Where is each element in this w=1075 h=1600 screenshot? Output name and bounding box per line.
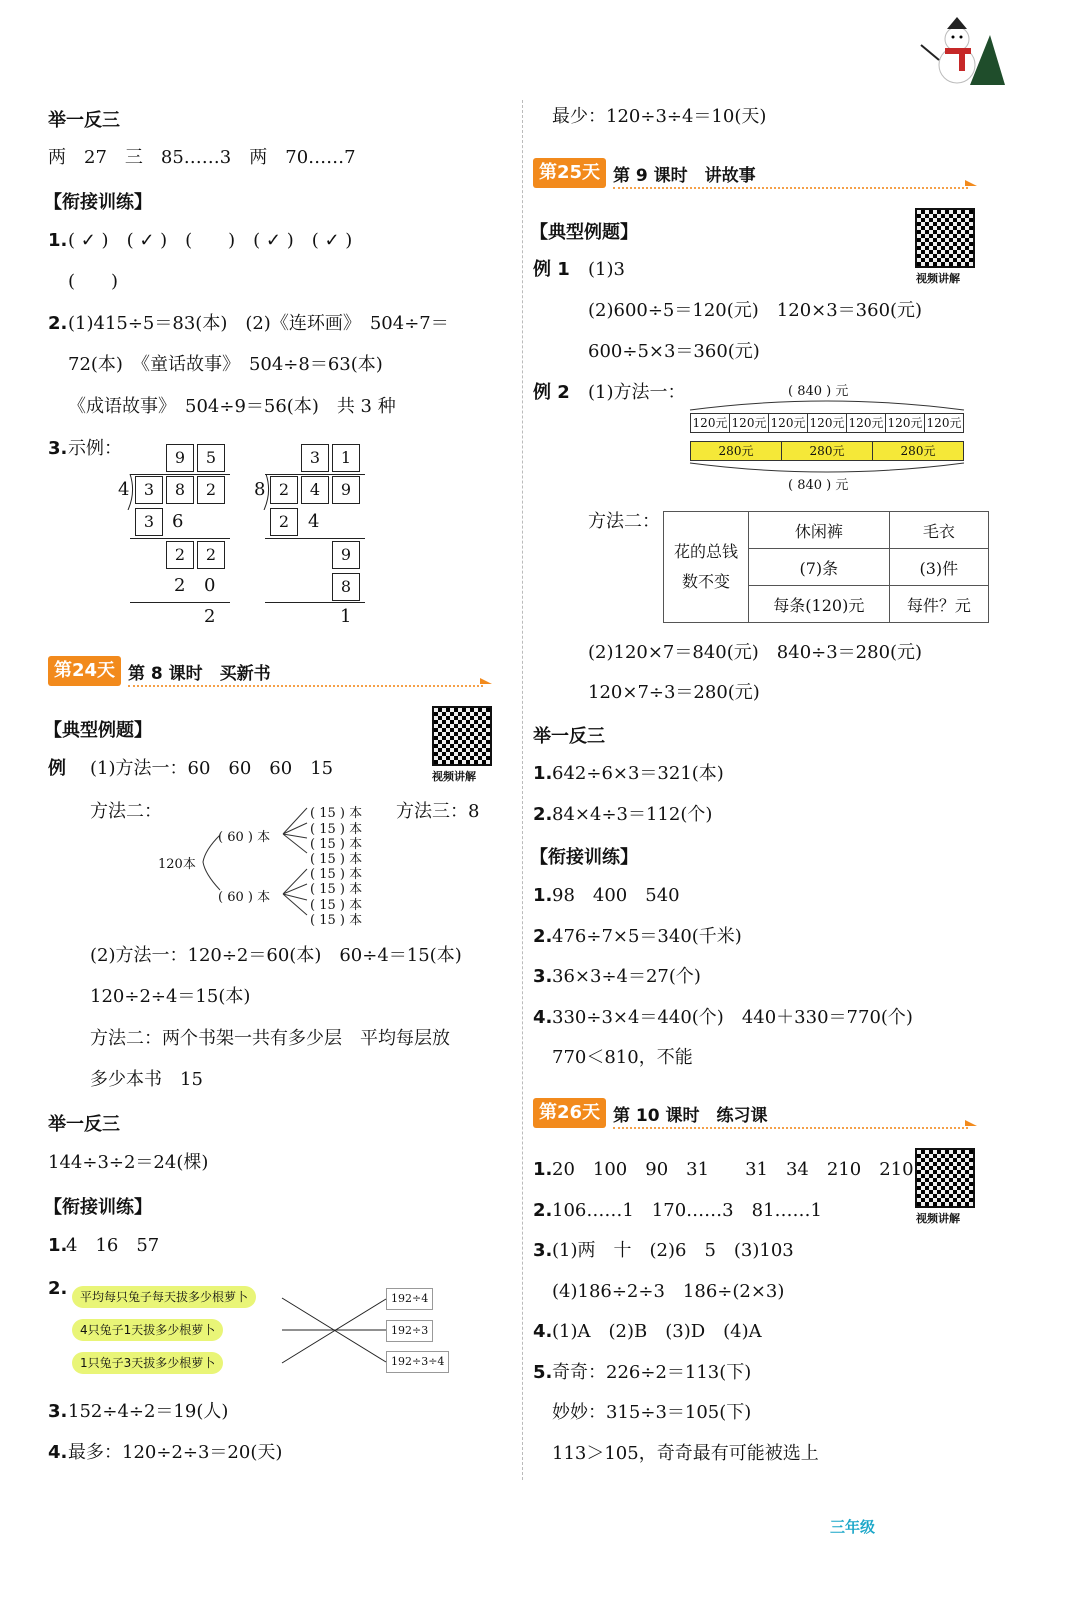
question-number: 3. <box>48 438 68 459</box>
question-number: 3. <box>48 1401 68 1422</box>
answer-line: 20 100 90 31 31 34 210 210 <box>552 1159 914 1180</box>
question-number: 2. <box>533 804 553 825</box>
digit: 2 <box>270 508 298 536</box>
answer-line: 方法二： <box>90 801 162 822</box>
answer-line: (2)600÷5＝120(元) 120×3＝360(元) <box>588 300 923 321</box>
match-right-item: 192÷4 <box>386 1288 433 1310</box>
tree-root: 120本 <box>158 857 196 872</box>
qr-code-icon[interactable] <box>915 208 975 268</box>
answer-line: 方法二： <box>588 511 660 532</box>
example-label: 例 1 <box>533 259 570 280</box>
answer-line: ( ✓ ) ( ✓ ) ( ) ( ✓ ) ( ✓ ) <box>68 230 353 251</box>
bar-segment: 120元 <box>768 413 808 433</box>
day-badge: 第26天 <box>533 1098 606 1128</box>
section-title-jyfs: 举一反三 <box>48 1114 120 1135</box>
answer-line: 120÷2÷4＝15(本) <box>90 986 251 1007</box>
digit: 3 <box>301 444 329 472</box>
question-number: 1. <box>48 1235 68 1256</box>
question-number: 4. <box>48 1442 68 1463</box>
question-number: 4. <box>533 1007 553 1028</box>
answer-line: 84×4÷3＝112(个) <box>552 804 713 825</box>
tree-leaf: ( 15 ) 本 <box>310 882 363 897</box>
question-number: 2. <box>533 1200 553 1221</box>
tree-leaf: ( 15 ) 本 <box>310 806 363 821</box>
answer-line: 642÷6×3＝321(本) <box>552 763 724 784</box>
section-title-dxlt: 【典型例题】 <box>530 222 638 243</box>
answer-line: 示例： <box>68 438 122 459</box>
lesson-title: 第 8 课时 买新书 <box>128 664 271 684</box>
day-header-26 <box>533 1098 978 1128</box>
comparison-table <box>663 511 989 623</box>
table-cell: 花的总钱 <box>673 542 738 561</box>
digit: 5 <box>197 444 225 472</box>
digit: 4 <box>308 511 320 532</box>
answer-line: 36×3÷4＝27(个) <box>552 966 701 987</box>
answer-line: 106……1 170……3 81……1 <box>552 1200 822 1221</box>
question-number: 2. <box>533 926 553 947</box>
digit: 2 <box>166 541 194 569</box>
table-cell: (3)件 <box>889 549 988 586</box>
bar-segment: 120元 <box>924 413 964 433</box>
section-title-xjxl: 【衔接训练】 <box>530 847 638 868</box>
digit: 8 <box>332 573 360 601</box>
qr-label: 视频讲解 <box>916 272 960 285</box>
answer-line: 奇奇：226÷2＝113(下) <box>552 1362 752 1383</box>
section-title-dxlt: 【典型例题】 <box>44 720 152 741</box>
table-cell: 毛衣 <box>889 512 988 549</box>
day-header-25 <box>533 158 978 188</box>
answer-line: 72(本) 《童话故事》 504÷8＝63(本) <box>68 354 383 375</box>
section-title-xjxl: 【衔接训练】 <box>44 1197 152 1218</box>
bar-segment: 280元 <box>781 441 873 461</box>
answer-line: 妙妙：315÷3＝105(下) <box>552 1402 752 1423</box>
qr-code-icon[interactable] <box>915 1148 975 1208</box>
question-number: 1. <box>533 763 553 784</box>
question-number: 1. <box>48 230 68 251</box>
digit: 3 <box>135 508 163 536</box>
answer-line: 4 16 57 <box>66 1235 160 1256</box>
digit: 2 <box>197 476 225 504</box>
digit: 1 <box>332 444 360 472</box>
question-number: 5. <box>533 1362 553 1383</box>
answer-line: 144÷3÷2＝24(棵) <box>48 1152 209 1173</box>
answer-line: ( ) <box>68 271 119 292</box>
qr-code-icon[interactable] <box>432 706 492 766</box>
tree-mid: ( 60 ) 本 <box>218 830 271 845</box>
bar-segment: 280元 <box>690 441 782 461</box>
question-number: 3. <box>533 966 553 987</box>
answer-line: (1)415÷5＝83(本) (2)《连环画》 504÷7＝ <box>68 313 449 334</box>
question-number: 3. <box>533 1240 553 1261</box>
answer-line: 《成语故事》 504÷9＝56(本) 共 3 种 <box>68 396 396 417</box>
bar-segment: 120元 <box>690 413 730 433</box>
tree-leaf: ( 15 ) 本 <box>310 913 363 928</box>
example-label: 例 <box>48 758 66 779</box>
bar-total: ( 840 ) 元 <box>788 478 849 493</box>
match-left-item: 1只兔子3天拔多少根萝卜 <box>72 1352 223 1374</box>
day-header-24 <box>48 656 493 686</box>
question-number: 1. <box>533 1159 553 1180</box>
remainder: 2 <box>204 606 216 627</box>
answer-line: (1)方法一：60 60 60 15 <box>90 758 334 779</box>
digit: 9 <box>166 444 194 472</box>
lesson-title: 第 10 课时 练习课 <box>613 1106 768 1126</box>
tree-leaf: ( 15 ) 本 <box>310 852 363 867</box>
match-right-item: 192÷3÷4 <box>386 1351 449 1373</box>
day-badge: 第25天 <box>533 158 606 188</box>
answer-line: (1)A (2)B (3)D (4)A <box>552 1321 762 1342</box>
answer-line: (1)两 十 (2)6 5 (3)103 <box>552 1240 794 1261</box>
bar-segment: 120元 <box>729 413 769 433</box>
digit: 0 <box>204 575 216 596</box>
answer-line: 600÷5×3＝360(元) <box>588 341 760 362</box>
bar-segment: 120元 <box>846 413 886 433</box>
divisor: 8 <box>254 479 266 500</box>
example-label: 例 2 <box>533 382 570 403</box>
table-cell: 数不变 <box>681 572 730 591</box>
section-title-jyfs: 举一反三 <box>48 110 120 131</box>
question-number: 4. <box>533 1321 553 1342</box>
match-left-item: 平均每只兔子每天拔多少根萝卜 <box>72 1286 256 1308</box>
match-left-item: 4只兔子1天拔多少根萝卜 <box>72 1319 223 1341</box>
answer-line: 98 400 540 <box>552 885 680 906</box>
match-right-item: 192÷3 <box>386 1320 433 1342</box>
digit: 6 <box>172 511 184 532</box>
digit: 3 <box>135 476 163 504</box>
qr-label: 视频讲解 <box>432 770 476 783</box>
tree-mid: ( 60 ) 本 <box>218 890 271 905</box>
table-cell: 每件？元 <box>889 586 988 623</box>
section-title-xjxl: 【衔接训练】 <box>44 192 152 213</box>
question-number: 2. <box>48 1278 68 1299</box>
digit: 9 <box>332 476 360 504</box>
digit: 2 <box>270 476 298 504</box>
answer-line: 最少：120÷3÷4＝10(天) <box>552 106 767 127</box>
tree-leaf: ( 15 ) 本 <box>310 837 363 852</box>
day-badge: 第24天 <box>48 656 121 686</box>
bar-segment: 280元 <box>872 441 964 461</box>
answer-line: 方法二：两个书架一共有多少层 平均每层放 <box>90 1028 450 1049</box>
answer-line: 两 27 三 85……3 两 70……7 <box>48 147 356 168</box>
table-cell: (7)条 <box>749 549 890 586</box>
digit: 9 <box>332 541 360 569</box>
lesson-title: 第 9 课时 讲故事 <box>613 166 756 186</box>
bar-total: ( 840 ) 元 <box>788 384 849 399</box>
answer-line: (1)方法一： <box>588 382 686 403</box>
remainder: 1 <box>340 606 352 627</box>
answer-line: (4)186÷2÷3 186÷(2×3) <box>552 1281 785 1302</box>
answer-line: 330÷3×4＝440(个) 440＋330＝770(个) <box>552 1007 913 1028</box>
question-number: 2. <box>48 313 68 334</box>
divisor: 4 <box>118 479 130 500</box>
answer-line: (1)3 <box>588 259 625 280</box>
question-number: 1. <box>533 885 553 906</box>
table-cell: 每条(120)元 <box>749 586 890 623</box>
answer-line: 多少本书 15 <box>90 1069 203 1090</box>
answer-line: 152÷4÷2＝19(人) <box>68 1401 229 1422</box>
qr-label: 视频讲解 <box>916 1212 960 1225</box>
digit: 2 <box>197 541 225 569</box>
digit: 2 <box>174 575 186 596</box>
answer-line: 方法三：8 <box>396 801 480 822</box>
answer-line: 最多：120÷2÷3＝20(天) <box>68 1442 283 1463</box>
table-cell: 休闲裤 <box>749 512 890 549</box>
digit: 4 <box>301 476 329 504</box>
tree-leaf: ( 15 ) 本 <box>310 867 363 882</box>
answer-line: 113＞105，奇奇最有可能被选上 <box>552 1443 819 1464</box>
answer-line: 120×7÷3＝280(元) <box>588 682 760 703</box>
bar-segment: 120元 <box>807 413 847 433</box>
tree-leaf: ( 15 ) 本 <box>310 898 363 913</box>
digit: 8 <box>166 476 194 504</box>
answer-line: 476÷7×5＝340(千米) <box>552 926 742 947</box>
bar-segment: 120元 <box>885 413 925 433</box>
answer-line: 770＜810，不能 <box>552 1047 693 1068</box>
answer-line: (2)方法一：120÷2＝60(本) 60÷4＝15(本) <box>90 945 462 966</box>
column-divider <box>522 100 523 1480</box>
answer-line: (2)120×7＝840(元) 840÷3＝280(元) <box>588 642 923 663</box>
section-title-jyfs: 举一反三 <box>533 726 605 747</box>
snowman-illustration <box>915 15 1005 90</box>
grade-footer: 三年级 <box>830 1518 876 1536</box>
tree-leaf: ( 15 ) 本 <box>310 822 363 837</box>
